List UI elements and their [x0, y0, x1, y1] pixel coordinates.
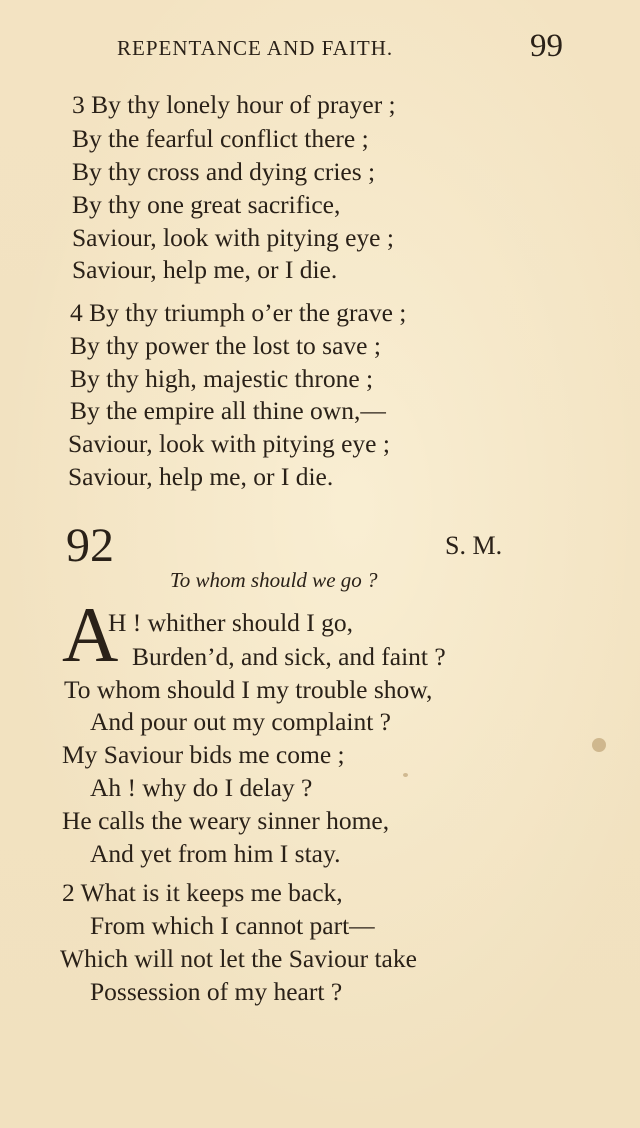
verse-line: 3 By thy lonely hour of prayer ;: [72, 90, 396, 119]
hymn-number: 92: [66, 519, 114, 572]
verse-line: 2 What is it keeps me back,: [62, 878, 343, 907]
verse-line: Saviour, look with pitying eye ;: [68, 429, 390, 458]
verse-line: And pour out my complaint ?: [90, 707, 391, 736]
verse-line: H ! whither should I go,: [108, 608, 354, 637]
page-number: 99: [530, 28, 563, 64]
verse-line: He calls the weary sinner home,: [62, 806, 390, 835]
paper-speck: [403, 773, 408, 777]
verse-line: 4 By thy triumph o’er the grave ;: [70, 298, 407, 327]
verse-line: And yet from him I stay.: [90, 839, 341, 868]
verse-line: By the fearful conflict there ;: [72, 124, 369, 153]
verse-line: Burden’d, and sick, and faint ?: [132, 642, 446, 671]
verse-line: By thy one great sacrifice,: [72, 190, 341, 219]
verse-line: Saviour, help me, or I die.: [72, 255, 338, 284]
verse-line: By thy cross and dying cries ;: [72, 157, 376, 186]
verse-line: Saviour, look with pitying eye ;: [72, 223, 394, 252]
paper-speck: [592, 738, 606, 752]
verse-line: By thy high, majestic throne ;: [70, 364, 374, 393]
verse-line: From which I cannot part—: [90, 911, 375, 940]
verse-line: By thy power the lost to save ;: [70, 331, 381, 360]
running-head: REPENTANCE AND FAITH.: [117, 36, 394, 60]
drop-cap: A: [62, 591, 119, 678]
verse-line: Ah ! why do I delay ?: [90, 773, 313, 802]
hymn-meter: S. M.: [445, 531, 503, 560]
verse-line: My Saviour bids me come ;: [62, 740, 345, 769]
verse-line: To whom should I my trouble show,: [64, 675, 433, 704]
verse-line: Which will not let the Saviour take: [60, 944, 417, 973]
verse-line: Possession of my heart ?: [90, 977, 343, 1006]
verse-line: Saviour, help me, or I die.: [68, 462, 334, 491]
verse-line: By the empire all thine own,—: [70, 396, 386, 425]
hymn-subtitle: To whom should we go ?: [170, 568, 378, 592]
